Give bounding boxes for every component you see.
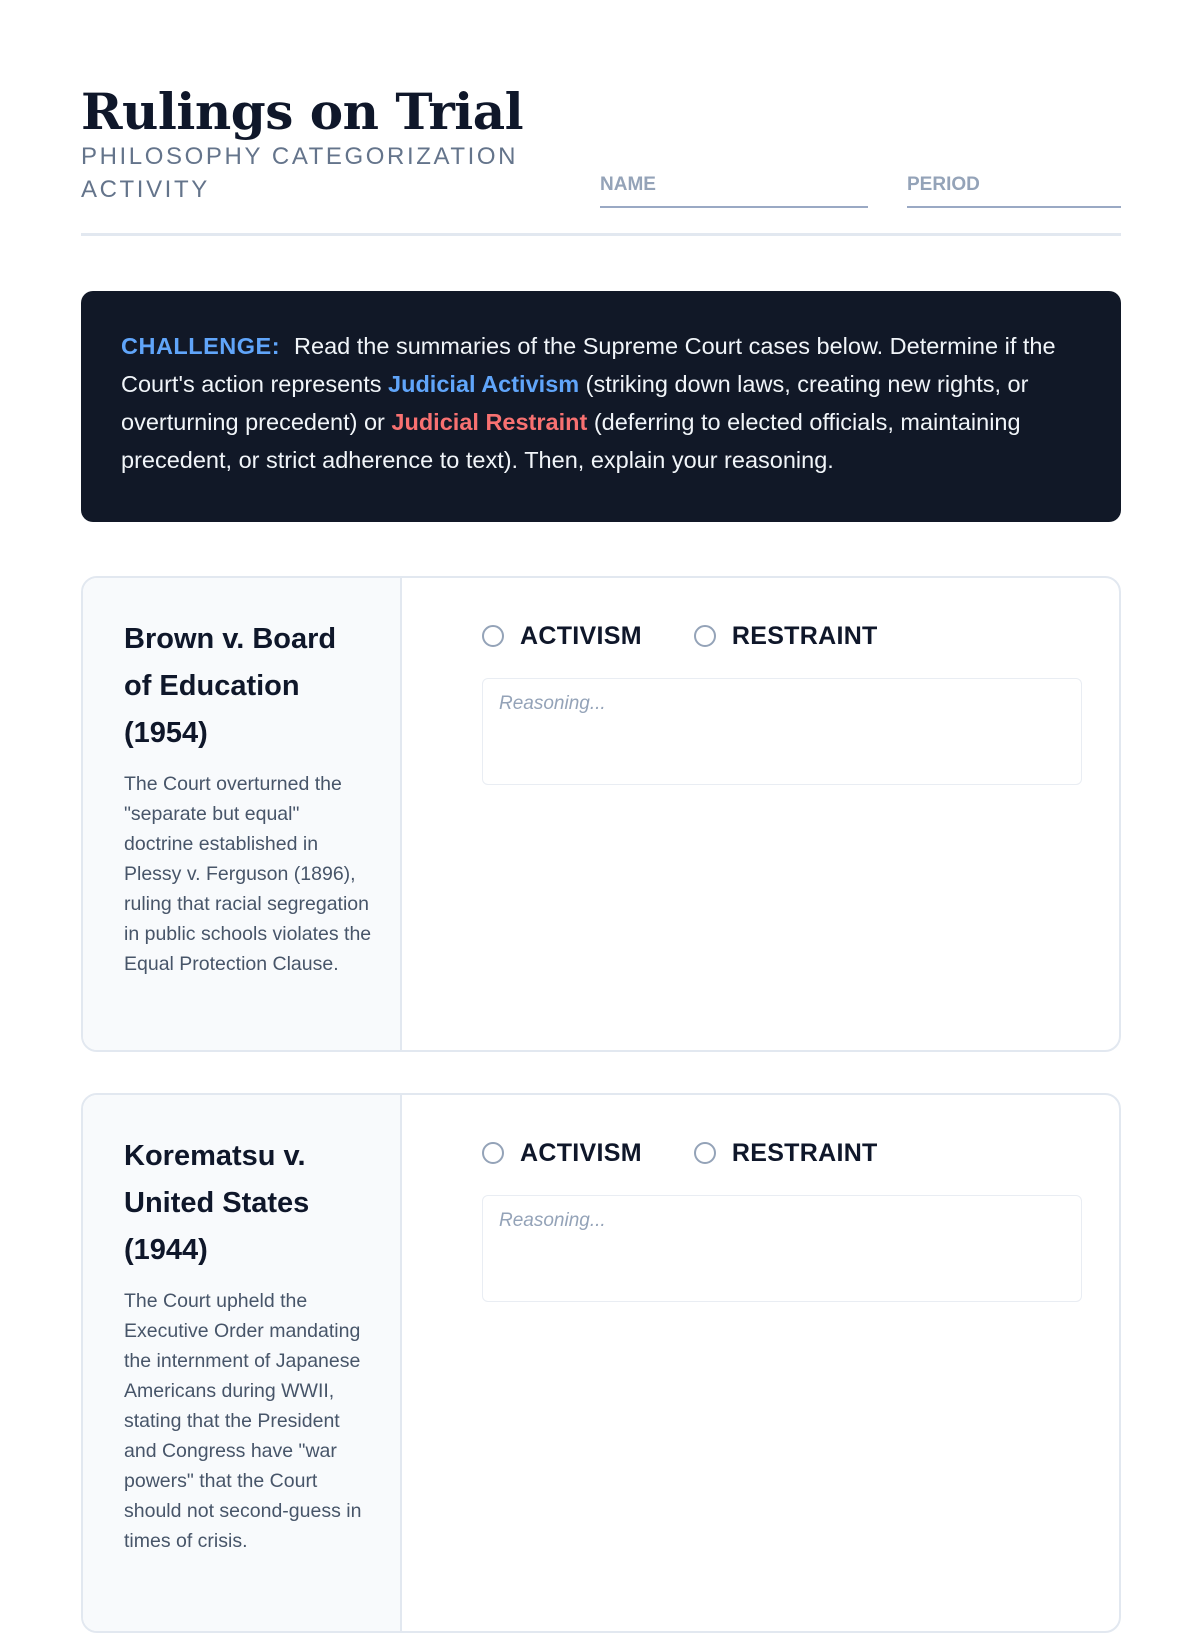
case-title: Brown v. Board of Education (1954) bbox=[124, 623, 337, 749]
case-card-brown bbox=[81, 576, 1121, 1052]
challenge-text-3: (deferring to elected officials, maintaining precedent, or strict adherence to text). Then, explain your reasoning. bbox=[121, 409, 1021, 473]
option-restraint[interactable] bbox=[694, 1139, 878, 1168]
restraint-term: Judicial Restraint bbox=[391, 409, 588, 435]
restraint-radio[interactable] bbox=[694, 1142, 716, 1164]
reasoning-input[interactable] bbox=[482, 1195, 1082, 1302]
case-info-panel bbox=[83, 578, 402, 1050]
name-field[interactable] bbox=[600, 170, 868, 208]
challenge-lead: CHALLENGE: bbox=[121, 333, 281, 359]
case-summary: The Court upheld the Executive Order mandating the internment of Japanese Americans during WWII, stating that the President and Congress have "war powers" that the Court should not second-guess in times of crisis. bbox=[124, 1290, 362, 1552]
restraint-label: RESTRAINT bbox=[731, 1138, 878, 1167]
restraint-radio[interactable] bbox=[694, 625, 716, 647]
challenge-box bbox=[81, 291, 1121, 522]
header-divider bbox=[81, 233, 1121, 236]
page-title: Rulings on Trial bbox=[81, 82, 524, 141]
ruling-options bbox=[482, 618, 930, 654]
restraint-label: RESTRAINT bbox=[731, 621, 878, 650]
case-response-panel bbox=[402, 1095, 1119, 1631]
case-info-panel bbox=[83, 1095, 402, 1631]
option-activism[interactable] bbox=[482, 1139, 642, 1168]
page-subtitle: PHILOSOPHY CATEGORIZATION ACTIVITY bbox=[81, 143, 519, 203]
ruling-options bbox=[482, 1135, 930, 1171]
option-activism[interactable] bbox=[482, 622, 642, 651]
activism-radio[interactable] bbox=[482, 1142, 504, 1164]
reasoning-input[interactable] bbox=[482, 678, 1082, 785]
case-response-panel bbox=[402, 578, 1119, 1050]
period-field-label: PERIOD bbox=[907, 174, 980, 195]
option-restraint[interactable] bbox=[694, 622, 878, 651]
challenge-text-2: (striking down laws, creating new rights, or overturning precedent) or bbox=[121, 371, 1029, 435]
activism-label: ACTIVISM bbox=[520, 1138, 642, 1167]
case-card-korematsu bbox=[81, 1093, 1121, 1633]
activism-term: Judicial Activism bbox=[388, 371, 580, 397]
activism-radio[interactable] bbox=[482, 625, 504, 647]
activism-label: ACTIVISM bbox=[520, 621, 642, 650]
case-summary: The Court overturned the "separate but equal" doctrine established in Plessy v. Ferguson (1896), ruling that racial segregation in public schools violates the Equal Protection Clause. bbox=[124, 773, 372, 975]
period-field[interactable] bbox=[907, 170, 1121, 208]
challenge-text-1: Read the summaries of the Supreme Court cases below. Determine if the Court's action represents bbox=[121, 333, 1056, 397]
case-title: Korematsu v. United States (1944) bbox=[124, 1140, 310, 1266]
name-field-label: NAME bbox=[600, 174, 656, 195]
